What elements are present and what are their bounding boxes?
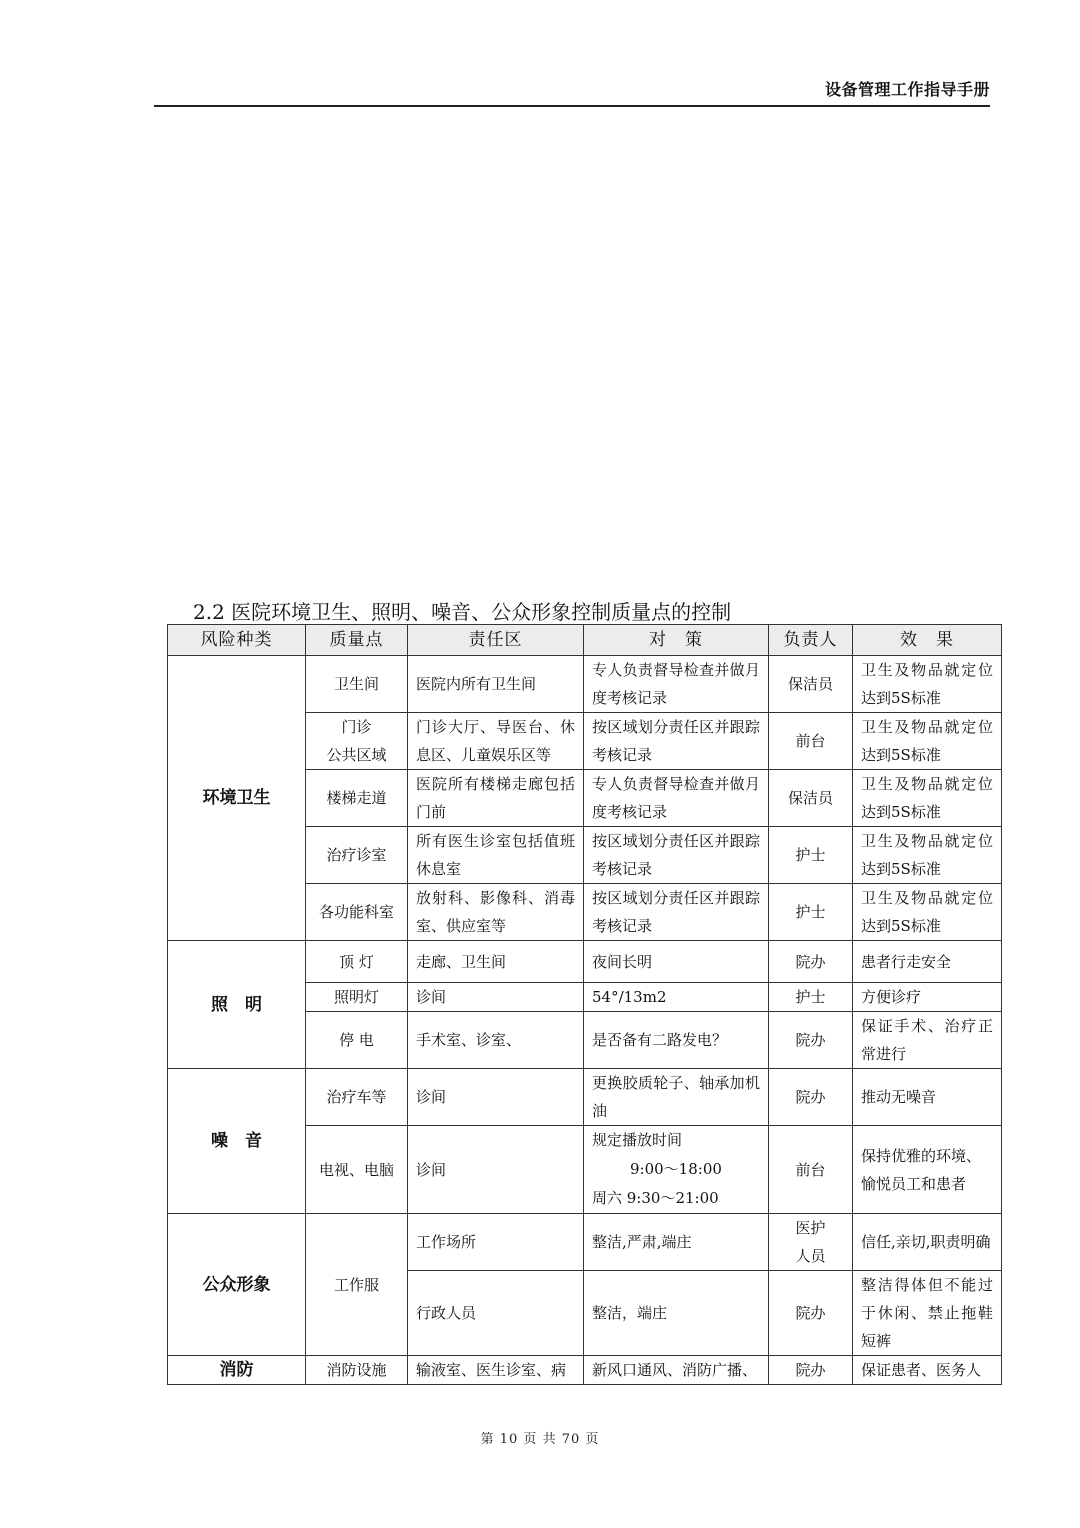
section-title: 2.2 医院环境卫生、照明、噪音、公众形象控制质量点的控制 — [193, 600, 732, 624]
owner — [769, 1214, 853, 1271]
category-fire: 消防 — [168, 1356, 306, 1385]
owner: 前台 — [769, 1126, 853, 1214]
responsibility-area: 诊间 — [408, 983, 584, 1012]
effect: 保证患者、医务人 — [853, 1356, 1002, 1385]
measure: 按区域划分责任区并跟踪考核记录 — [584, 884, 769, 941]
responsibility-area: 门诊大厅、导医台、休息区、儿童娱乐区等 — [408, 713, 584, 770]
header-responsibility-area: 责任区 — [408, 625, 584, 656]
quality-point: 电视、电脑 — [306, 1126, 408, 1214]
measure-line: 周六 9:30～21:00 — [592, 1189, 719, 1207]
owner-line: 医护 — [795, 1219, 826, 1237]
effect: 保持优雅的环境、愉悦员工和患者 — [853, 1126, 1002, 1214]
quality-point: 顶 灯 — [306, 941, 408, 983]
header-effect: 效 果 — [853, 625, 1002, 656]
measure: 新风口通风、消防广播、 — [584, 1356, 769, 1385]
category-environment: 环境卫生 — [168, 656, 306, 941]
effect: 推动无噪音 — [853, 1069, 1002, 1126]
effect: 卫生及物品就定位达到5S标准 — [853, 770, 1002, 827]
table-row — [168, 1069, 1002, 1126]
quality-point: 照明灯 — [306, 983, 408, 1012]
responsibility-area: 行政人员 — [408, 1271, 584, 1356]
header-quality-point: 质量点 — [306, 625, 408, 656]
owner: 院办 — [769, 1356, 853, 1385]
quality-point-line: 门诊 — [341, 718, 372, 736]
category-noise: 噪 音 — [168, 1069, 306, 1214]
page-footer: 第 10 页 共 70 页 — [480, 1432, 600, 1447]
owner: 保洁员 — [769, 770, 853, 827]
quality-point: 停 电 — [306, 1012, 408, 1069]
measure: 整洁，端庄 — [584, 1271, 769, 1356]
table-row — [168, 941, 1002, 983]
owner: 院办 — [769, 1271, 853, 1356]
measure: 夜间长明 — [584, 941, 769, 983]
effect: 患者行走安全 — [853, 941, 1002, 983]
owner: 前台 — [769, 713, 853, 770]
effect: 卫生及物品就定位达到5S标准 — [853, 656, 1002, 713]
header-owner: 负责人 — [769, 625, 853, 656]
owner: 护士 — [769, 884, 853, 941]
responsibility-area: 诊间 — [408, 1126, 584, 1214]
effect: 保证手术、治疗正常进行 — [853, 1012, 1002, 1069]
responsibility-area: 工作场所 — [408, 1214, 584, 1271]
header-risk-type: 风险种类 — [168, 625, 306, 656]
responsibility-area: 医院内所有卫生间 — [408, 656, 584, 713]
responsibility-area: 诊间 — [408, 1069, 584, 1126]
owner: 院办 — [769, 1069, 853, 1126]
quality-point: 消防设施 — [306, 1356, 408, 1385]
measure: 是否备有二路发电？ — [584, 1012, 769, 1069]
owner: 保洁员 — [769, 656, 853, 713]
responsibility-area: 走廊、卫生间 — [408, 941, 584, 983]
quality-point: 卫生间 — [306, 656, 408, 713]
effect: 信任,亲切,职责明确 — [853, 1214, 1002, 1271]
quality-point: 治疗车等 — [306, 1069, 408, 1126]
quality-point — [306, 713, 408, 770]
owner: 院办 — [769, 941, 853, 983]
owner: 护士 — [769, 983, 853, 1012]
effect: 卫生及物品就定位达到5S标准 — [853, 827, 1002, 884]
measure: 54°/13m2 — [584, 983, 769, 1012]
effect: 整洁得体但不能过于休闲、禁止拖鞋短裤 — [853, 1271, 1002, 1356]
owner: 护士 — [769, 827, 853, 884]
quality-control-table — [167, 624, 1002, 1385]
table-row — [168, 1356, 1002, 1385]
responsibility-area: 医院所有楼梯走廊包括门前 — [408, 770, 584, 827]
document-header-title: 设备管理工作指导手册 — [824, 80, 990, 99]
effect: 卫生及物品就定位达到5S标准 — [853, 884, 1002, 941]
responsibility-area: 输液室、医生诊室、病 — [408, 1356, 584, 1385]
measure-line: 规定播放时间 — [592, 1131, 683, 1149]
measure — [584, 1126, 769, 1214]
measure: 按区域划分责任区并跟踪考核记录 — [584, 713, 769, 770]
owner-line: 人员 — [795, 1247, 826, 1265]
measure: 整洁,严肃,端庄 — [584, 1214, 769, 1271]
table-header-row — [168, 625, 1002, 656]
quality-point: 各功能科室 — [306, 884, 408, 941]
header-measure: 对 策 — [584, 625, 769, 656]
measure: 专人负责督导检查并做月度考核记录 — [584, 656, 769, 713]
effect: 方便诊疗 — [853, 983, 1002, 1012]
responsibility-area: 所有医生诊室包括值班休息室 — [408, 827, 584, 884]
category-public-image: 公众形象 — [168, 1214, 306, 1356]
measure-line: 9:00～18:00 — [630, 1160, 722, 1178]
category-lighting: 照 明 — [168, 941, 306, 1069]
measure: 按区域划分责任区并跟踪考核记录 — [584, 827, 769, 884]
effect: 卫生及物品就定位达到5S标准 — [853, 713, 1002, 770]
quality-point: 楼梯走道 — [306, 770, 408, 827]
measure: 专人负责督导检查并做月度考核记录 — [584, 770, 769, 827]
table-row — [168, 1214, 1002, 1271]
responsibility-area: 放射科、影像科、消毒室、供应室等 — [408, 884, 584, 941]
quality-point: 治疗诊室 — [306, 827, 408, 884]
measure: 更换胶质轮子、轴承加机油 — [584, 1069, 769, 1126]
responsibility-area: 手术室、诊室、 — [408, 1012, 584, 1069]
owner: 院办 — [769, 1012, 853, 1069]
quality-point-line: 公共区域 — [326, 746, 387, 764]
header-divider — [154, 105, 990, 107]
table-row — [168, 656, 1002, 713]
quality-point: 工作服 — [306, 1214, 408, 1356]
